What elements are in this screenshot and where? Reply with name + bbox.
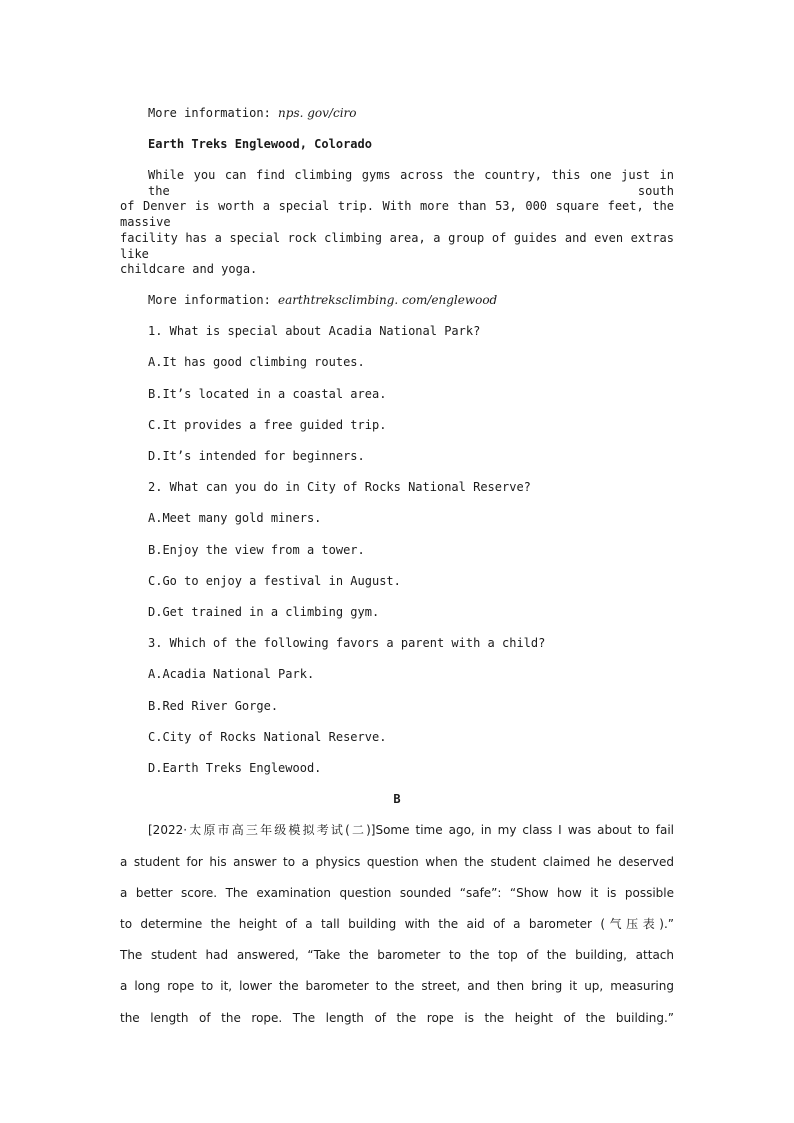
passage-line: the length of the rope. The length of the rope is the height of the building.” — [120, 1011, 674, 1025]
question-option: B.It’s located in a coastal area. — [148, 387, 387, 401]
question-option: B.Red River Gorge. — [148, 699, 279, 713]
question-option: D.Earth Treks Englewood. — [148, 761, 322, 775]
question-option: D.Get trained in a climbing gym. — [148, 605, 380, 619]
question-stem: 1. What is special about Acadia National Park? — [148, 324, 481, 338]
more-info-url: earthtreksclimbing. com/englewood — [278, 293, 498, 307]
more-info-label: More information: — [148, 106, 279, 120]
paragraph-line: While you can find climbing gyms across the country, this one just in the south — [148, 168, 674, 198]
section-heading: Earth Treks Englewood, Colorado — [148, 137, 372, 151]
question-option: B.Enjoy the view from a tower. — [148, 543, 365, 557]
more-info-url: nps. gov/ciro — [278, 106, 357, 120]
question-option: C.City of Rocks National Reserve. — [148, 730, 387, 744]
passage-line: a long rope to it, lower the barometer to the street, and then bring it up, measuring — [120, 979, 674, 993]
more-info-earth-treks — [148, 292, 674, 308]
question-option: D.It’s intended for beginners. — [148, 449, 365, 463]
paragraph-line: childcare and yoga. — [120, 262, 258, 276]
question-stem: 2. What can you do in City of Rocks National Reserve? — [148, 480, 531, 494]
question-option: C.Go to enjoy a festival in August. — [148, 574, 401, 588]
question-option: C.It provides a free guided trip. — [148, 418, 387, 432]
question-option: A.Meet many gold miners. — [148, 511, 322, 525]
question-option: A.It has good climbing routes. — [148, 355, 365, 369]
passage-line: The student had answered, “Take the barometer to the top of the building, attach — [120, 948, 674, 962]
paragraph-line: facility has a special rock climbing area, a group of guides and even extras like — [120, 231, 674, 261]
section-label: B — [393, 792, 401, 806]
question-option: A.Acadia National Park. — [148, 667, 315, 681]
more-info-ciro — [148, 105, 674, 121]
passage-line: a student for his answer to a physics question when the student claimed he deserved — [120, 855, 674, 869]
more-info-label: More information: — [148, 293, 279, 307]
paragraph-line: of Denver is worth a special trip. With more than 53, 000 square feet, the massive — [120, 199, 674, 229]
passage-line: [2022·太原市高三年级模拟考试(二)]Some time ago, in my class I was about to fail — [148, 823, 674, 837]
passage-line: a better score. The examination question sounded “safe”: “Show how it is possible — [120, 886, 674, 900]
passage-line: to determine the height of a tall building with the aid of a barometer (气压表).” — [120, 917, 674, 931]
question-stem: 3. Which of the following favors a parent with a child? — [148, 636, 546, 650]
